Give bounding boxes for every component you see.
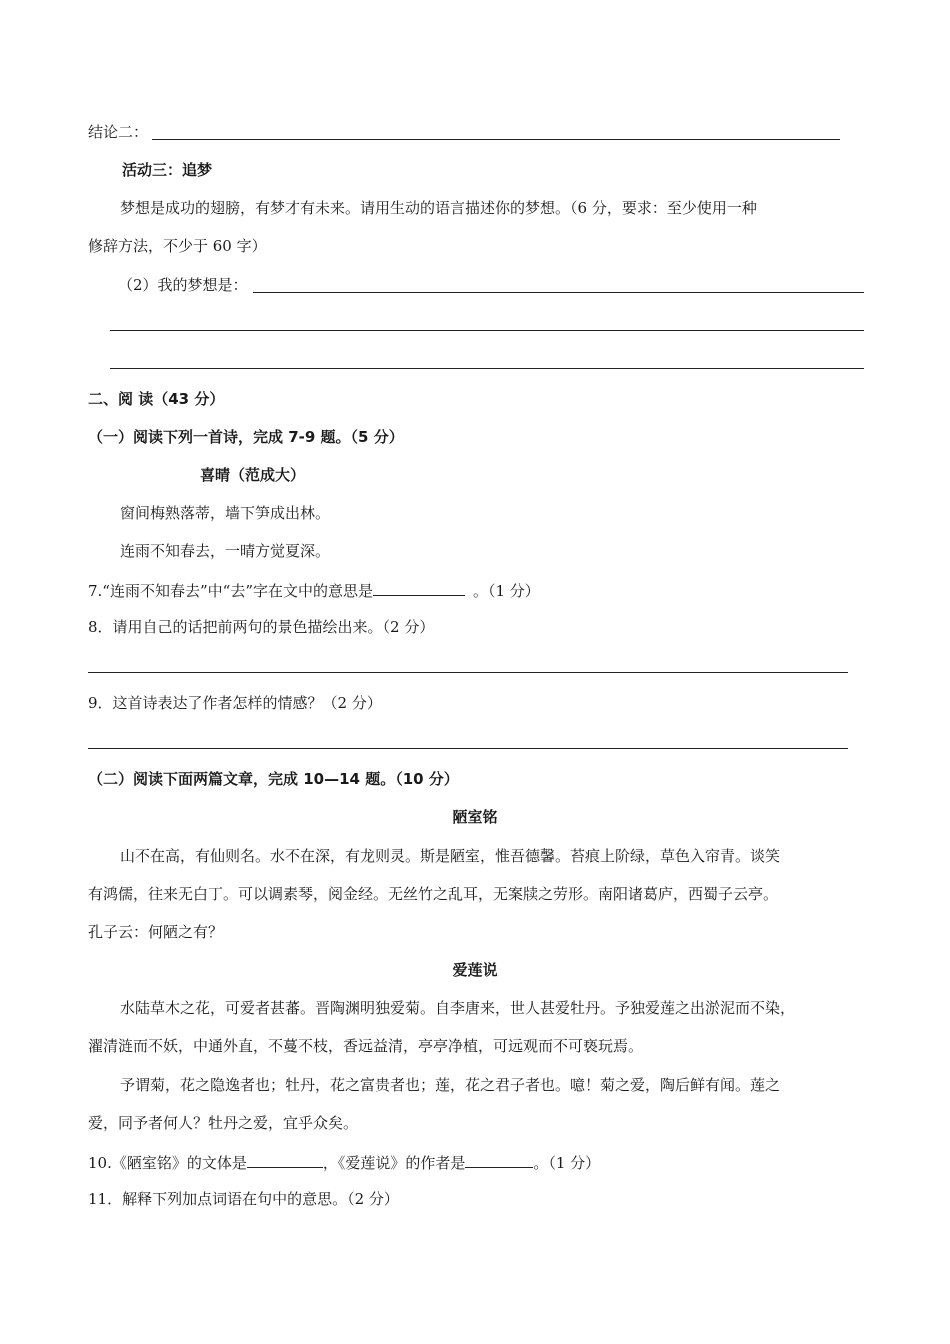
dream-answer-line-3[interactable]: [110, 368, 864, 369]
q10-blank-2[interactable]: [465, 1151, 533, 1168]
q7-score: 。（1 分）: [473, 582, 540, 600]
text1-line-1: 山不在高，有仙则名。水不在深，有龙则灵。斯是陋室，惟吾德馨。苔痕上阶绿，草色入帘青。谈笑: [120, 847, 781, 865]
dream-answer-line-1[interactable]: [253, 292, 864, 293]
q10-text-b: ，《爱莲说》的作者是: [322, 1154, 466, 1172]
activity3-title: 活动三：追梦: [122, 161, 213, 179]
q10-blank-1[interactable]: [247, 1151, 323, 1168]
question-8: 8．请用自己的话把前两句的景色描绘出来。（2 分）: [88, 618, 435, 636]
text1-line-2: 有鸿儒，往来无白丁。可以调素琴，阅金经。无丝竹之乱耳，无案牍之劳形。南阳诸葛庐，西蜀子云亭。: [88, 885, 779, 903]
text1-line-3: 孔子云：何陋之有？: [88, 923, 224, 941]
text2-line-1: 水陆草木之花，可爱者甚蕃。晋陶渊明独爱菊。自李唐来，世人甚爱牡丹。予独爱莲之出淤泥而不染，: [120, 999, 796, 1017]
question-10: [88, 1151, 600, 1173]
poem-line-1: 窗间梅熟落蒂，墙下笋成出林。: [120, 504, 331, 522]
activity3-instruction-line2: 修辞方法，不少于 60 字）: [88, 237, 267, 255]
text2-line-2: 濯清涟而不妖，中通外直，不蔓不枝，香远益清，亭亭净植，可远观而不可亵玩焉。: [88, 1037, 644, 1055]
poem-line-2: 连雨不知春去，一晴方觉夏深。: [120, 542, 331, 560]
poem-title: 喜晴（范成大）: [200, 466, 306, 484]
question-11: 11．解释下列加点词语在句中的意思。（2 分）: [88, 1190, 399, 1208]
q7-blank[interactable]: [373, 579, 465, 596]
q8-answer-line[interactable]: [88, 672, 848, 673]
conclusion2-answer-line[interactable]: [152, 139, 840, 140]
text2-line-3: 予谓菊，花之隐逸者也；牡丹，花之富贵者也；莲，花之君子者也。噫！菊之爱，陶后鲜有闻。莲之: [120, 1076, 781, 1094]
question-7: [88, 579, 540, 601]
dream-answer-line-2[interactable]: [110, 330, 864, 331]
dream-prompt: （2）我的梦想是：: [118, 276, 248, 294]
q7-text: 7.“连雨不知春去”中“去”字在文中的意思是: [88, 582, 373, 600]
section2-heading: 二、阅 读（43 分）: [88, 390, 225, 408]
part1-heading: （一）阅读下列一首诗，完成 7-9 题。（5 分）: [88, 428, 404, 446]
q10-text-c: 。（1 分）: [533, 1154, 601, 1172]
part2-heading: （二）阅读下面两篇文章，完成 10—14 题。（10 分）: [88, 770, 459, 788]
conclusion2-label: 结论二：: [88, 123, 149, 141]
q9-answer-line[interactable]: [88, 748, 848, 749]
activity3-instruction-line1: 梦想是成功的翅膀，有梦才有未来。请用生动的语言描述你的梦想。（6 分，要求：至少使用一种: [120, 199, 757, 217]
text1-title: 陋室铭: [452, 808, 498, 826]
text2-title: 爱莲说: [452, 961, 498, 979]
text2-line-4: 爱，同予者何人？牡丹之爱，宜乎众矣。: [88, 1114, 359, 1132]
question-9: 9．这首诗表达了作者怎样的情感？（2 分）: [88, 694, 382, 712]
q10-text-a: 10.《陋室铭》的文体是: [88, 1154, 247, 1172]
